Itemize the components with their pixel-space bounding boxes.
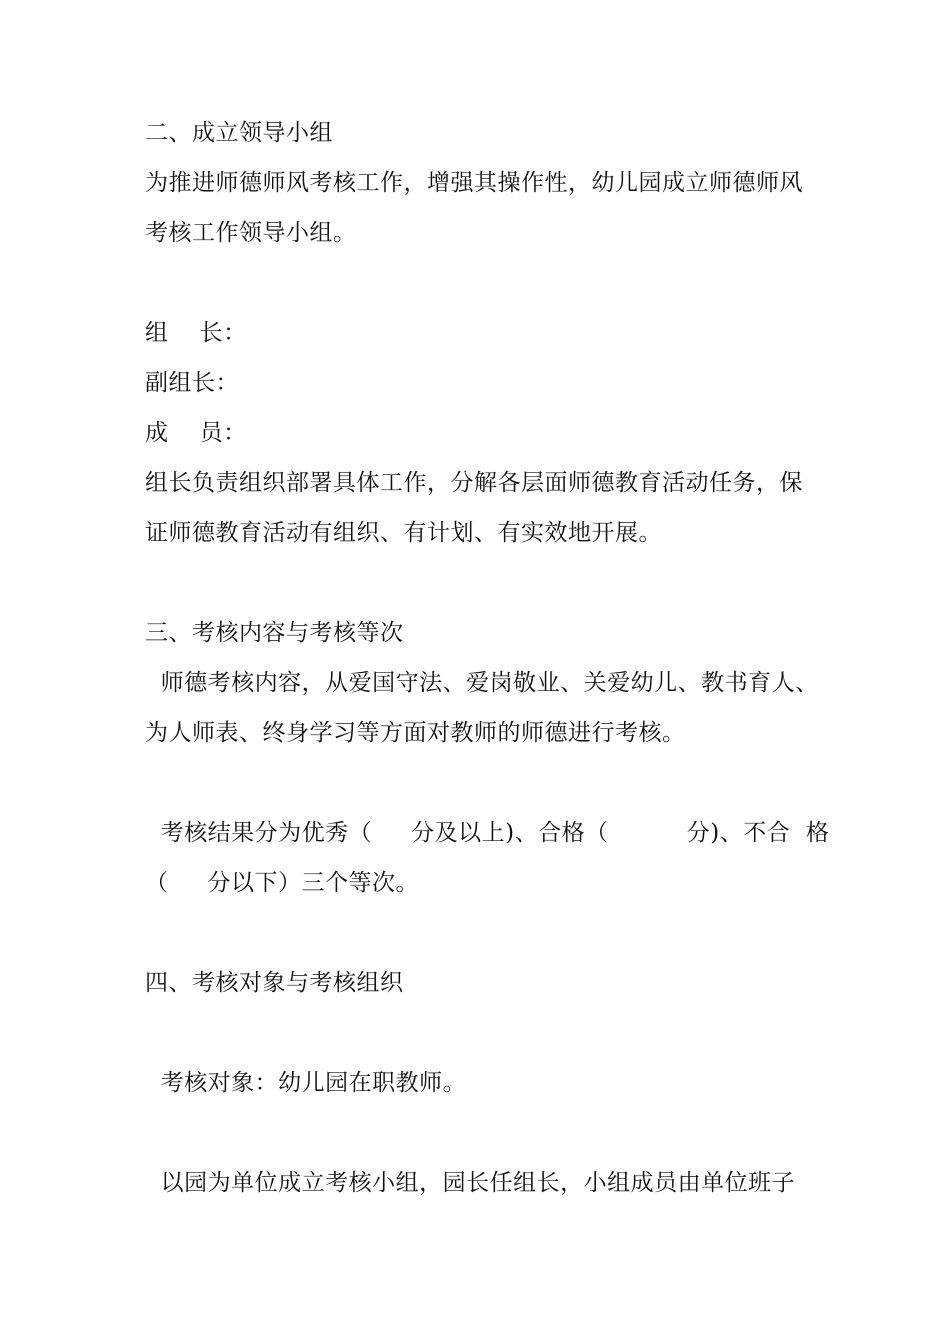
leadership-intro-line-2: 考核工作领导小组。 xyxy=(145,220,357,246)
organization-line: 以园为单位成立考核小组，园长任组长，小组成员由单位班子 xyxy=(145,1170,796,1196)
grade-para-line-2: （ 分以下）三个等次。 xyxy=(145,870,420,896)
section-heading-content: 三、考核内容与考核等次 xyxy=(145,620,404,646)
leadership-intro-line-1: 为推进师德师风考核工作，增强其操作性，幼儿园成立师德师风 xyxy=(145,170,803,196)
leader-duty-line-2: 证师德教育活动有组织、有计划、有实效地开展。 xyxy=(145,520,662,546)
content-para-1-line-2: 为人师表、终身学习等方面对教师的师德进行考核。 xyxy=(145,720,686,746)
leader-label: 组 长： xyxy=(145,320,247,346)
section-heading-leadership: 二、成立领导小组 xyxy=(145,120,333,146)
grade-para-line-1: 考核结果分为优秀（ 分及以上)、合格（ 分)、不合 格 xyxy=(145,820,830,846)
deputy-leader-label: 副组长： xyxy=(145,370,239,396)
content-para-1-line-1: 师德考核内容，从爱国守法、爱岗敬业、关爱幼儿、教书育人、 xyxy=(145,670,819,696)
leader-duty-line-1: 组长负责组织部署具体工作，分解各层面师德教育活动任务，保 xyxy=(145,470,803,496)
targets-line: 考核对象：幼儿园在职教师。 xyxy=(145,1070,467,1096)
section-heading-targets: 四、考核对象与考核组织 xyxy=(145,970,404,996)
members-label: 成 员： xyxy=(145,420,247,446)
